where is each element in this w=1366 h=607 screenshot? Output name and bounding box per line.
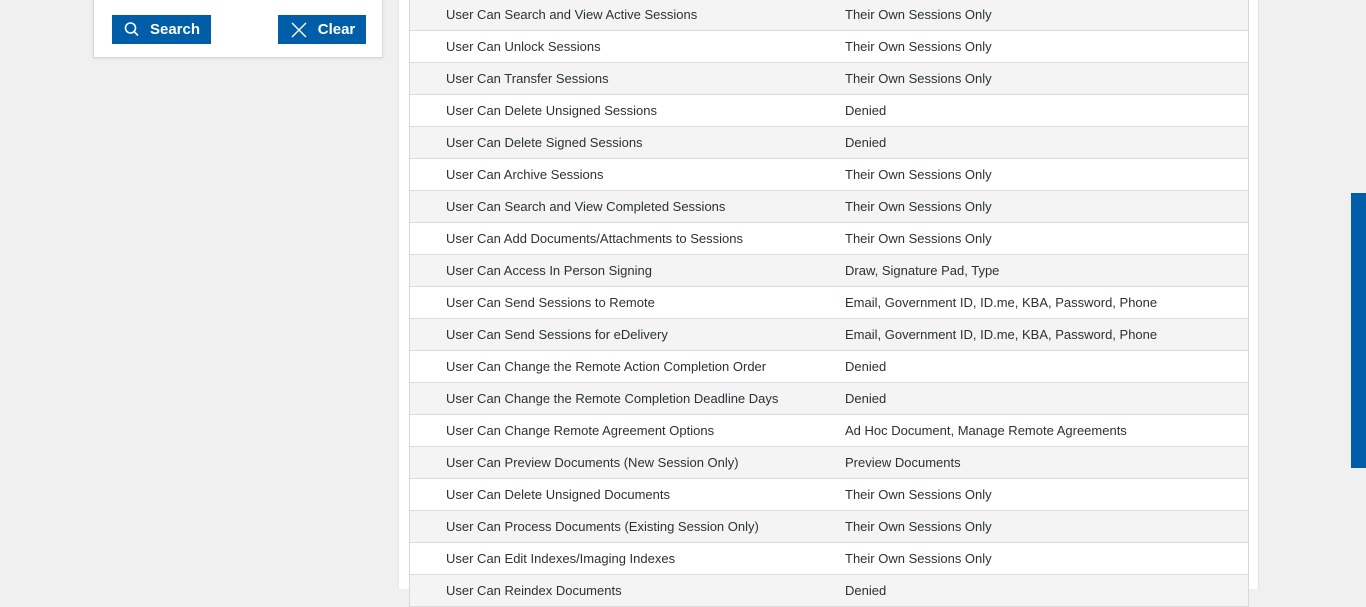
- permission-value-cell: Their Own Sessions Only: [845, 519, 992, 534]
- permission-value-cell: Email, Government ID, ID.me, KBA, Password, Phone: [845, 295, 1158, 310]
- table-row: [410, 415, 1248, 447]
- x-cross-icon: [289, 20, 309, 40]
- search-button[interactable]: [112, 15, 211, 44]
- table-row: [410, 255, 1248, 287]
- permission-value-cell: Their Own Sessions Only: [845, 7, 992, 22]
- table-row: [410, 63, 1248, 95]
- permission-value-cell: Denied: [845, 391, 887, 406]
- table-row: [410, 0, 1248, 31]
- permission-name-cell: User Can Send Sessions for eDelivery: [446, 327, 668, 342]
- permissions-panel: [398, 0, 1259, 598]
- table-row: [410, 31, 1248, 63]
- permission-name-cell: User Can Archive Sessions: [446, 167, 604, 182]
- permission-value-cell: Ad Hoc Document, Manage Remote Agreements: [845, 423, 1127, 438]
- table-row: [410, 351, 1248, 383]
- permission-name-cell: User Can Change the Remote Action Completion Order: [446, 359, 767, 374]
- permission-value-cell: Preview Documents: [845, 455, 961, 470]
- permission-name-cell: User Can Access In Person Signing: [446, 263, 652, 278]
- permissions-table-body: [409, 0, 1249, 607]
- table-row: [410, 127, 1248, 159]
- permission-name-cell: User Can Delete Unsigned Documents: [446, 487, 670, 502]
- table-row: [410, 287, 1248, 319]
- permission-name-cell: User Can Delete Signed Sessions: [446, 135, 643, 150]
- filter-panel: [93, 0, 383, 58]
- permission-value-cell: Denied: [845, 359, 887, 374]
- permission-value-cell: Their Own Sessions Only: [845, 39, 992, 54]
- table-row: [410, 447, 1248, 479]
- table-row: [410, 319, 1248, 351]
- clear-button-label: Clear: [317, 21, 356, 38]
- table-row: [410, 95, 1248, 127]
- table-row: [410, 159, 1248, 191]
- table-row: [410, 543, 1248, 575]
- table-row: [410, 575, 1248, 607]
- permission-value-cell: Denied: [845, 103, 887, 118]
- permission-value-cell: Email, Government ID, ID.me, KBA, Password, Phone: [845, 327, 1158, 342]
- table-row: [410, 511, 1248, 543]
- permission-value-cell: Their Own Sessions Only: [845, 199, 992, 214]
- search-button-label: Search: [149, 21, 201, 38]
- permission-name-cell: User Can Process Documents (Existing Session Only): [446, 519, 759, 534]
- permission-value-cell: Draw, Signature Pad, Type: [845, 263, 1000, 278]
- permission-name-cell: User Can Search and View Completed Sessions: [446, 199, 726, 214]
- permission-name-cell: User Can Edit Indexes/Imaging Indexes: [446, 551, 676, 566]
- permission-value-cell: Their Own Sessions Only: [845, 551, 992, 566]
- table-row: [410, 479, 1248, 511]
- permission-value-cell: Denied: [845, 135, 887, 150]
- clear-button[interactable]: [278, 15, 366, 44]
- permission-name-cell: User Can Preview Documents (New Session Only): [446, 455, 739, 470]
- permission-value-cell: Denied: [845, 583, 887, 598]
- scrollbar-thumb[interactable]: [1351, 193, 1366, 468]
- permission-value-cell: Their Own Sessions Only: [845, 167, 992, 182]
- permission-value-cell: Their Own Sessions Only: [845, 231, 992, 246]
- permission-name-cell: User Can Reindex Documents: [446, 583, 622, 598]
- table-row: [410, 223, 1248, 255]
- table-row: [410, 383, 1248, 415]
- permission-value-cell: Their Own Sessions Only: [845, 71, 992, 86]
- search-icon: [123, 21, 141, 39]
- table-row: [410, 191, 1248, 223]
- permission-name-cell: User Can Send Sessions to Remote: [446, 295, 655, 310]
- permission-name-cell: User Can Transfer Sessions: [446, 71, 609, 86]
- permission-name-cell: User Can Search and View Active Sessions: [446, 7, 698, 22]
- permission-value-cell: Their Own Sessions Only: [845, 487, 992, 502]
- permission-name-cell: User Can Delete Unsigned Sessions: [446, 103, 657, 118]
- permission-name-cell: User Can Add Documents/Attachments to Sessions: [446, 231, 743, 246]
- permission-name-cell: User Can Change the Remote Completion Deadline Days: [446, 391, 779, 406]
- permission-name-cell: User Can Change Remote Agreement Options: [446, 423, 715, 438]
- permission-name-cell: User Can Unlock Sessions: [446, 39, 601, 54]
